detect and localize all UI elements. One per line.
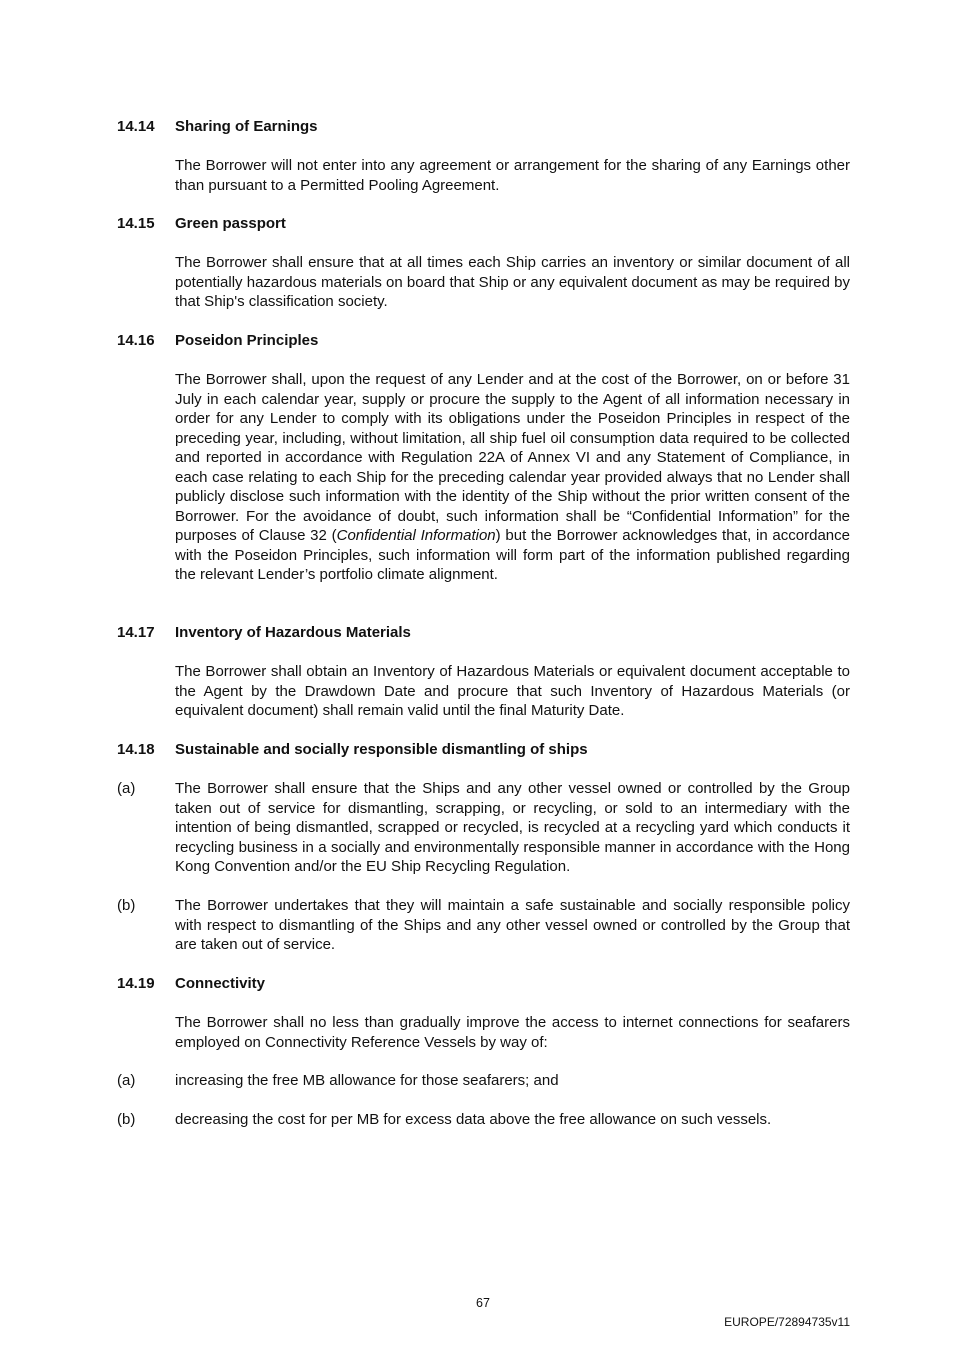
document-reference: EUROPE/72894735v11 [724,1315,850,1329]
section-body-14-16 [175,370,850,585]
list-item-text: increasing the free MB allowance for those seafarers; and [175,1072,559,1089]
section-title: Poseidon Principles [175,332,319,349]
section-number: 14.15 [117,215,155,232]
section-title: Sustainable and socially responsible dismantling of ships [175,741,588,758]
list-item [117,1110,850,1130]
section-body-14-17: The Borrower shall obtain an Inventory of Hazardous Materials or equivalent document acceptable to the Agent by the Drawdown Date and procure that such Inventory of Hazardous Materials (or equivalent document) shall remain valid until the final Maturity Date. [175,663,850,719]
section-body-14-14: The Borrower will not enter into any agreement or arrangement for the sharing of any Earnings other than pursuant to a Permitted Pooling Agreement. [175,157,850,194]
section-title: Sharing of Earnings [175,118,318,135]
section-number: 14.14 [117,118,155,135]
section-body-14-19: The Borrower shall no less than gradually improve the access to internet connections for seafarers employed on Connectivity Reference Vessels by way of: [175,1014,850,1051]
list-item-text: The Borrower shall ensure that the Ships and any other vessel owned or controlled by the Group taken out of service for dismantling, scrapping, or recycling, or sold to an intermediary with the intention of being dismantled, scrapped or recycled, is recycled at a recycling yard which conducts it recycling business in a socially and environmentally responsible manner in accordance with the Hong Kong Convention and/or the EU Ship Recycling Regulation. [175,780,850,875]
section-title: Connectivity [175,975,266,992]
list-item [117,779,850,877]
section-number: 14.16 [117,332,155,349]
list-item-label: (b) [117,897,136,914]
body-text: The Borrower shall, upon the request of any Lender and at the cost of the Borrower, on or before 31 July in each calendar year, supply or procure the supply to the Agent of all information necessary in order for any Lender to comply with its obligations under the Poseidon Principles in respect of the preceding year, including, without limitation, all ship fuel oil consumption data required to be collected and reported in accordance with Regulation 22A of Annex VI and any Statement of Compliance, in each case relating to each Ship for the preceding calendar year provided always that no Lender shall publicly disclose such information with the identity of the Ship without the prior written consent of the Borrower. For the avoidance of doubt, such information shall be “Confidential Information” for the purposes of Clause 32 ( [175,371,850,544]
section-title: Inventory of Hazardous Materials [175,624,411,641]
list-item [117,896,850,955]
list-item [117,1071,850,1091]
section-heading-14-15 [117,214,850,234]
list-item-text: The Borrower undertakes that they will maintain a safe sustainable and socially responsible policy with respect to dismantling of the Ships and any other vessel owned or controlled by the Group that are taken out of service. [175,897,850,953]
page-number: 67 [476,1296,490,1310]
section-heading-14-14 [117,117,850,137]
section-heading-14-19 [117,974,850,994]
section-number: 14.18 [117,741,155,758]
body-italic-text: Confidential Information [336,527,496,544]
list-item-label: (b) [117,1111,136,1128]
section-heading-14-18 [117,740,850,760]
section-heading-14-16 [117,331,850,351]
section-body-14-15: The Borrower shall ensure that at all times each Ship carries an inventory or similar document of all potentially hazardous materials on board that Ship or any equivalent document as may be required by that Ship's classification society. [175,254,850,310]
section-title: Green passport [175,215,286,232]
list-item-label: (a) [117,1072,136,1089]
section-heading-14-17 [117,623,850,643]
section-number: 14.19 [117,975,155,992]
body-text: ) but the Borrower acknowledges that, in accordance with the Poseidon Principles, such information will form part of the information published regarding the relevant Lender’s portfolio climate alignment. [175,527,850,583]
list-item-text: decreasing the cost for per MB for excess data above the free allowance on such vessels. [175,1111,772,1128]
section-number: 14.17 [117,624,155,641]
list-item-label: (a) [117,780,136,797]
